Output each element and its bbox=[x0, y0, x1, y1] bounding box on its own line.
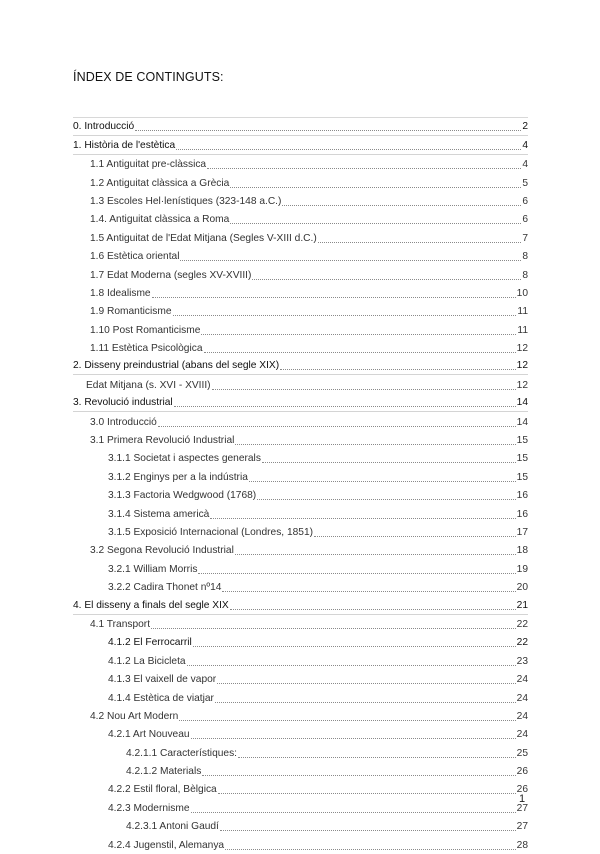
toc-entry[interactable] bbox=[73, 523, 528, 541]
toc-entry-label: 4.2.1.1 Característiques: bbox=[126, 747, 237, 759]
dot-leader bbox=[204, 352, 516, 353]
toc-entry-page: 24 bbox=[516, 710, 528, 722]
dot-leader bbox=[198, 573, 515, 574]
toc-entry-page: 24 bbox=[516, 674, 528, 686]
toc-entry-page: 8 bbox=[522, 251, 528, 263]
dot-leader bbox=[262, 462, 516, 463]
page-number: 1 bbox=[519, 793, 526, 805]
toc-entry[interactable] bbox=[73, 265, 528, 283]
toc-entry-page: 15 bbox=[516, 453, 528, 465]
toc-entry[interactable] bbox=[73, 615, 528, 633]
dot-leader bbox=[252, 279, 521, 280]
toc-entry-page: 12 bbox=[516, 360, 528, 372]
toc-entry-label: 3.1 Primera Revolució Industrial bbox=[90, 435, 235, 447]
toc-entry-page: 5 bbox=[522, 177, 528, 189]
dot-leader bbox=[187, 665, 516, 666]
toc-entry-page: 16 bbox=[516, 490, 528, 502]
toc-entry-label: 1.7 Edat Moderna (segles XV-XVIII) bbox=[90, 269, 252, 281]
dot-leader bbox=[135, 130, 521, 131]
toc-entry[interactable] bbox=[73, 651, 528, 669]
toc-entry-page: 15 bbox=[516, 471, 528, 483]
toc-entry[interactable] bbox=[73, 192, 528, 210]
toc-entry[interactable] bbox=[73, 633, 528, 651]
dot-leader bbox=[222, 591, 515, 592]
toc-entry-label: 4.1.4 Estètica de viatjar bbox=[108, 692, 214, 704]
toc-entry-label: 3.2.1 William Morris bbox=[108, 563, 198, 575]
toc-entry-page: 27 bbox=[516, 802, 528, 814]
toc-entry[interactable] bbox=[73, 449, 528, 467]
toc-entry-label: 4.2 Nou Art Modern bbox=[90, 710, 179, 722]
toc-entry-page: 6 bbox=[522, 195, 528, 207]
toc-entry-label: 1.2 Antiguitat clàssica a Grècia bbox=[90, 177, 230, 189]
toc-entry-label: 4.1 Transport bbox=[90, 618, 151, 630]
toc-entry-page: 12 bbox=[516, 343, 528, 355]
toc-entry-page: 22 bbox=[516, 637, 528, 649]
toc-entry-label: 1.8 Idealisme bbox=[90, 287, 151, 299]
toc-entry[interactable] bbox=[73, 559, 528, 577]
toc-entry-page: 4 bbox=[522, 159, 528, 171]
toc-entry[interactable] bbox=[73, 339, 528, 357]
dot-leader bbox=[314, 536, 516, 537]
toc-entry-label: 1.4. Antiguitat clàssica a Roma bbox=[90, 214, 230, 226]
toc-entry-label: Edat Mitjana (s. XVI - XVIII) bbox=[86, 379, 211, 391]
toc-entry-page: 24 bbox=[516, 692, 528, 704]
toc-entry-label: 1.1 Antiguitat pre-clàssica bbox=[90, 159, 207, 171]
toc-entry-page: 17 bbox=[516, 526, 528, 538]
toc-entry-label: 3.1.3 Factoria Wedgwood (1768) bbox=[108, 490, 257, 502]
toc-entry-page: 11 bbox=[517, 324, 528, 336]
toc-entry-page: 6 bbox=[522, 214, 528, 226]
dot-leader bbox=[151, 628, 516, 629]
dot-leader bbox=[230, 609, 516, 610]
toc-entry[interactable] bbox=[73, 504, 528, 522]
toc-entry-label: 1.9 Romanticisme bbox=[90, 306, 172, 318]
toc-entry-page: 19 bbox=[516, 563, 528, 575]
dot-leader bbox=[225, 849, 516, 850]
toc-entry-label: 4.2.1.2 Materials bbox=[126, 766, 202, 778]
toc-entry-page: 22 bbox=[516, 618, 528, 630]
toc-entry[interactable] bbox=[73, 320, 528, 338]
toc-entry-page: 21 bbox=[516, 599, 528, 611]
toc-entry-page: 15 bbox=[516, 435, 528, 447]
toc-entry-label: 3. Revolució industrial bbox=[73, 397, 173, 409]
dot-leader bbox=[230, 187, 521, 188]
toc-entry-label: 1.6 Estètica oriental bbox=[90, 251, 180, 263]
toc-entry-page: 26 bbox=[516, 784, 528, 796]
toc-entry-page: 14 bbox=[516, 416, 528, 428]
toc-entry[interactable] bbox=[73, 835, 528, 853]
toc-entry-label: 4.2.2 Estil floral, Bèlgica bbox=[108, 784, 217, 796]
dot-leader bbox=[235, 554, 516, 555]
dot-leader bbox=[202, 775, 515, 776]
toc-entry-label: 4.1.3 El vaixell de vapor bbox=[108, 674, 217, 686]
toc-entry-page: 26 bbox=[516, 766, 528, 778]
toc-entry[interactable] bbox=[73, 357, 528, 375]
toc-entry-page: 7 bbox=[522, 232, 528, 244]
dot-leader bbox=[210, 518, 515, 519]
dot-leader bbox=[174, 406, 516, 407]
dot-leader bbox=[230, 223, 521, 224]
toc-entry-label: 1. Història de l'estètica bbox=[73, 139, 176, 151]
toc-entry-label: 3.1.2 Enginys per a la indústria bbox=[108, 471, 248, 483]
toc-entry[interactable] bbox=[73, 725, 528, 743]
toc-entry-page: 18 bbox=[516, 545, 528, 557]
toc-entry[interactable] bbox=[73, 670, 528, 688]
toc-entry[interactable] bbox=[73, 118, 528, 136]
toc-entry[interactable] bbox=[73, 743, 528, 761]
dot-leader bbox=[218, 793, 516, 794]
dot-leader bbox=[282, 205, 521, 206]
toc-entry-label: 3.1.1 Societat i aspectes generals bbox=[108, 453, 261, 465]
toc-entry-label: 1.11 Estètica Psicològica bbox=[90, 343, 203, 355]
toc-entry[interactable] bbox=[73, 394, 528, 412]
toc-entry[interactable] bbox=[73, 155, 528, 173]
toc-entry-label: 4.2.1 Art Nouveau bbox=[108, 729, 190, 741]
toc-entry[interactable] bbox=[73, 210, 528, 228]
toc-entry-label: 4.2.3.1 Antoni Gaudí bbox=[126, 821, 219, 833]
toc-entry-page: 4 bbox=[522, 139, 528, 151]
dot-leader bbox=[215, 702, 516, 703]
dot-leader bbox=[191, 812, 516, 813]
toc-entry-label: 1.3 Escoles Hel·lenístiques (323-148 a.C.) bbox=[90, 195, 282, 207]
toc-entry-label: 0. Introducció bbox=[73, 121, 135, 133]
toc-entry[interactable] bbox=[73, 817, 528, 835]
toc-entry-label: 3.2 Segona Revolució Industrial bbox=[90, 545, 234, 557]
dot-leader bbox=[238, 757, 516, 758]
toc-entry-page: 28 bbox=[516, 839, 528, 851]
toc-entry[interactable] bbox=[73, 431, 528, 449]
toc-entry-page: 11 bbox=[517, 306, 528, 318]
toc-entry-label: 4.2.3 Modernisme bbox=[108, 802, 190, 814]
toc-entry-label: 3.1.5 Exposició Internacional (Londres, 1851) bbox=[108, 526, 314, 538]
dot-leader bbox=[173, 315, 517, 316]
dot-leader bbox=[249, 481, 516, 482]
toc-entry-page: 14 bbox=[516, 397, 528, 409]
toc-entry[interactable] bbox=[73, 228, 528, 246]
dot-leader bbox=[193, 646, 516, 647]
toc-entry[interactable] bbox=[73, 688, 528, 706]
toc-entry-page: 23 bbox=[516, 655, 528, 667]
dot-leader bbox=[220, 830, 516, 831]
toc-entry-page: 10 bbox=[516, 287, 528, 299]
dot-leader bbox=[158, 426, 516, 427]
dot-leader bbox=[191, 738, 516, 739]
toc-entry[interactable] bbox=[73, 173, 528, 191]
toc-entry[interactable] bbox=[73, 136, 528, 154]
toc-entry[interactable] bbox=[73, 780, 528, 798]
toc-entry[interactable] bbox=[73, 486, 528, 504]
toc-entry-label: 4.2.4 Jugenstil, Alemanya bbox=[108, 839, 225, 851]
toc-entry[interactable] bbox=[73, 707, 528, 725]
toc-entry[interactable] bbox=[73, 798, 528, 816]
toc-entry-page: 25 bbox=[516, 747, 528, 759]
toc-entry[interactable] bbox=[73, 375, 528, 393]
dot-leader bbox=[201, 334, 516, 335]
dot-leader bbox=[280, 369, 516, 370]
toc-entry[interactable] bbox=[73, 762, 528, 780]
toc-entry-page: 12 bbox=[516, 379, 528, 391]
dot-leader bbox=[318, 242, 522, 243]
toc-entry-label: 1.10 Post Romanticisme bbox=[90, 324, 201, 336]
toc-entry-page: 20 bbox=[516, 582, 528, 594]
dot-leader bbox=[207, 168, 521, 169]
dot-leader bbox=[257, 499, 515, 500]
dot-leader bbox=[217, 683, 515, 684]
toc-entry-page: 16 bbox=[516, 508, 528, 520]
toc-entry-label: 4. El disseny a finals del segle XIX bbox=[73, 599, 229, 611]
toc-entry-label: 3.2.2 Cadira Thonet nº14 bbox=[108, 582, 222, 594]
dot-leader bbox=[235, 444, 515, 445]
toc-entry[interactable] bbox=[73, 578, 528, 596]
toc-entry-label: 3.1.4 Sistema americà bbox=[108, 508, 210, 520]
toc-entry-label: 2. Disseny preindustrial (abans del segle XIX) bbox=[73, 360, 280, 372]
toc-entry[interactable] bbox=[73, 302, 528, 320]
toc-entry[interactable] bbox=[73, 412, 528, 430]
toc-entry-page: 2 bbox=[522, 121, 528, 133]
dot-leader bbox=[212, 389, 516, 390]
toc-entry[interactable] bbox=[73, 541, 528, 559]
toc-entry[interactable] bbox=[73, 596, 528, 614]
toc-entry-label: 1.5 Antiguitat de l'Edat Mitjana (Segles V-XIII d.C.) bbox=[90, 232, 317, 244]
toc-entry-page: 8 bbox=[522, 269, 528, 281]
page-title: ÍNDEX DE CONTINGUTS: bbox=[73, 70, 224, 84]
toc-entry-page: 27 bbox=[516, 821, 528, 833]
toc-entry[interactable] bbox=[73, 284, 528, 302]
toc-entry[interactable] bbox=[73, 247, 528, 265]
toc-entry-label: 3.0 Introducció bbox=[90, 416, 157, 428]
toc-entry-label: 4.1.2 La Bicicleta bbox=[108, 655, 186, 667]
toc-entry-label: 4.1.2 El Ferrocarril bbox=[108, 637, 192, 649]
dot-leader bbox=[179, 720, 515, 721]
table-of-contents bbox=[73, 117, 528, 854]
dot-leader bbox=[180, 260, 521, 261]
dot-leader bbox=[176, 149, 521, 150]
toc-entry[interactable] bbox=[73, 467, 528, 485]
toc-entry-page: 24 bbox=[516, 729, 528, 741]
dot-leader bbox=[152, 297, 516, 298]
